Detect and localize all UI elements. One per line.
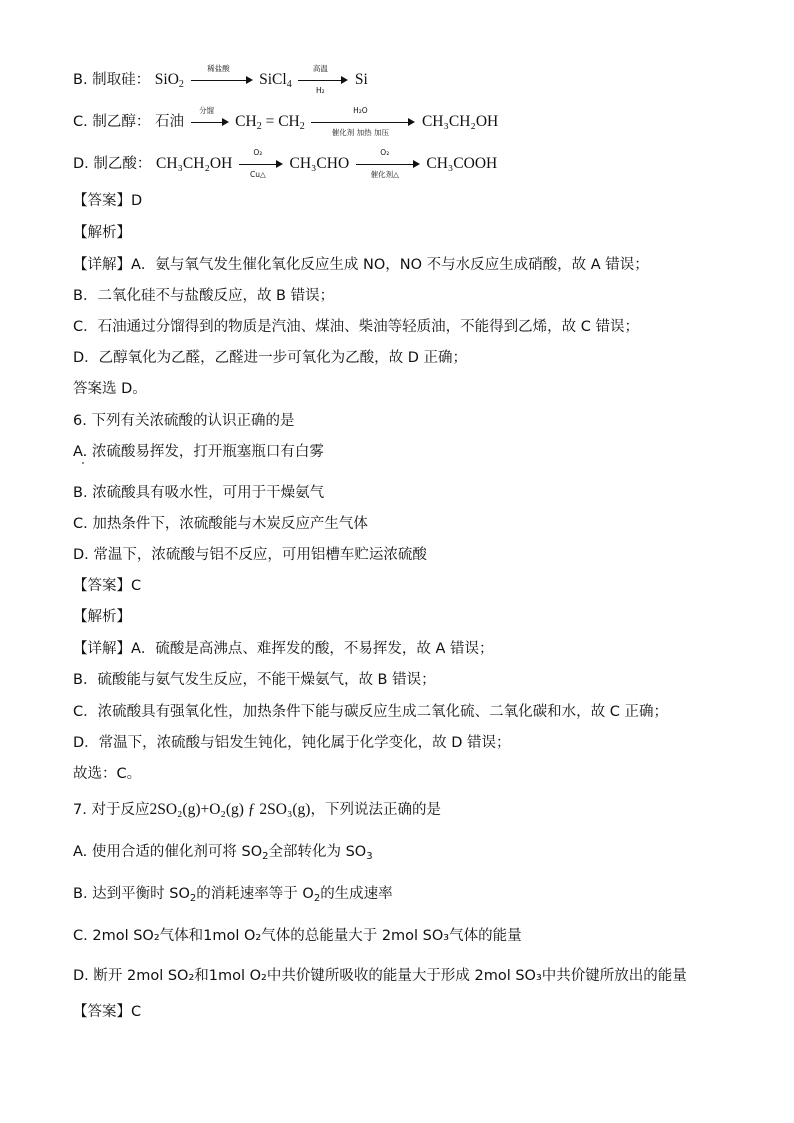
q7-answer: 【答案】C bbox=[73, 1004, 142, 1020]
q7-option-b: B. 达到平衡时 $SO_2$的消耗速率等于 $O_2$的生成速率 bbox=[73, 886, 393, 904]
q5-option-c bbox=[73, 106, 499, 137]
q5-detail-c: C．石油通过分馏得到的物质是汽油、煤油、柴油等轻质油，不能得到乙烯，故 C 错误； bbox=[73, 319, 639, 335]
reaction-arrow: H₂O 催化剂 加热 加压 bbox=[311, 115, 415, 129]
q6-option-d: D. 常温下，浓硫酸与铝不反应，可用铝槽车贮运浓硫酸 bbox=[73, 547, 427, 563]
formula: CH₃CHO bbox=[289, 155, 350, 172]
option-label: D. 制乙酸： bbox=[73, 156, 152, 172]
q6-option-c: C. 加热条件下，浓硫酸能与木炭反应产生气体 bbox=[73, 516, 368, 532]
reaction-arrow: O₂ 催化剂△ bbox=[356, 157, 420, 171]
reaction-arrow: 稀盐酸 bbox=[191, 73, 253, 87]
q7-stem: 7. 对于反应2SO₂(g)+O₂(g) ƒ 2SO₃(g)，下列说法正确的是 bbox=[73, 801, 441, 818]
stray-mark bbox=[82, 462, 84, 464]
reaction-arrow: 高温 H₂ bbox=[298, 73, 348, 87]
q5-detail-b: B．二氧化硅不与盐酸反应，故 B 错误； bbox=[73, 288, 335, 304]
q6-option-b: B. 浓硫酸具有吸水性，可用于干燥氨气 bbox=[73, 485, 325, 501]
q5-option-d bbox=[73, 148, 498, 179]
option-label: C. 制乙醇： bbox=[73, 114, 151, 130]
formula: SiO bbox=[154, 71, 179, 88]
q7-option-c: C. 2mol SO₂气体和1mol O₂气体的总能量大于 2mol SO₃气体的能量 bbox=[73, 928, 522, 944]
equation: 2SO₂(g)+O₂(g) ƒ 2SO₃(g) bbox=[149, 801, 311, 818]
formula: SiCl bbox=[259, 71, 287, 88]
q5-detail-a: 【详解】A．氨与氧气发生催化氧化反应生成 NO，NO 不与水反应生成硝酸，故 A 错误； bbox=[73, 257, 649, 273]
formula: Si bbox=[354, 71, 368, 88]
q5-option-b: B. 制取硅： SiO$_2$ 稀盐酸 SiCl$_4$ 高温 H₂ Si bbox=[73, 64, 368, 95]
q6-answer: 【答案】C bbox=[73, 578, 142, 594]
q6-detail-d: D．常温下，浓硫酸与铝发生钝化，钝化属于化学变化，故 D 错误； bbox=[73, 735, 511, 751]
q5-conclusion: 答案选 D。 bbox=[73, 381, 147, 397]
formula: $CH_2 = CH_2$ bbox=[235, 113, 305, 132]
q6-stem: 6. 下列有关浓硫酸的认识正确的是 bbox=[73, 413, 295, 429]
q6-conclusion: 故选：C。 bbox=[73, 766, 142, 782]
q7-option-d: D. 断开 2mol SO₂和1mol O₂中共价键所吸收的能量大于形成 2mol SO₃中共价键所放出的能量 bbox=[73, 968, 687, 984]
q6-option-a: A. 浓硫酸易挥发，打开瓶塞瓶口有白雾 bbox=[73, 444, 324, 460]
q6-detail-a: 【详解】A．硫酸是高沸点、难挥发的酸，不易挥发，故 A 错误； bbox=[73, 641, 494, 657]
q5-detail-d: D．乙醇氧化为乙醛，乙醛进一步可氧化为乙酸，故 D 正确； bbox=[73, 350, 468, 366]
q5-answer: 【答案】D bbox=[73, 193, 143, 209]
q6-detail-c: C．浓硫酸具有强氧化性，加热条件下能与碳反应生成二氧化硫、二氧化碳和水，故 C 正确； bbox=[73, 704, 668, 720]
option-label: B. 制取硅： bbox=[73, 72, 151, 88]
reaction-arrow: O₂ Cu△ bbox=[239, 157, 283, 171]
formula: CH₃CH₂OH bbox=[421, 113, 499, 130]
formula: 石油 bbox=[154, 114, 184, 130]
formula: CH₃COOH bbox=[426, 155, 498, 172]
q5-analysis-heading: 【解析】 bbox=[73, 225, 131, 241]
q6-detail-b: B．硫酸能与氨气发生反应，不能干燥氨气，故 B 错误； bbox=[73, 672, 436, 688]
q7-option-a: A. 使用合适的催化剂可将 $SO_2$全部转化为 $SO_3$ bbox=[73, 844, 373, 862]
formula: CH₃CH₂OH bbox=[156, 155, 233, 172]
reaction-arrow: 分馏 bbox=[191, 115, 229, 129]
q6-analysis-heading: 【解析】 bbox=[73, 609, 131, 625]
